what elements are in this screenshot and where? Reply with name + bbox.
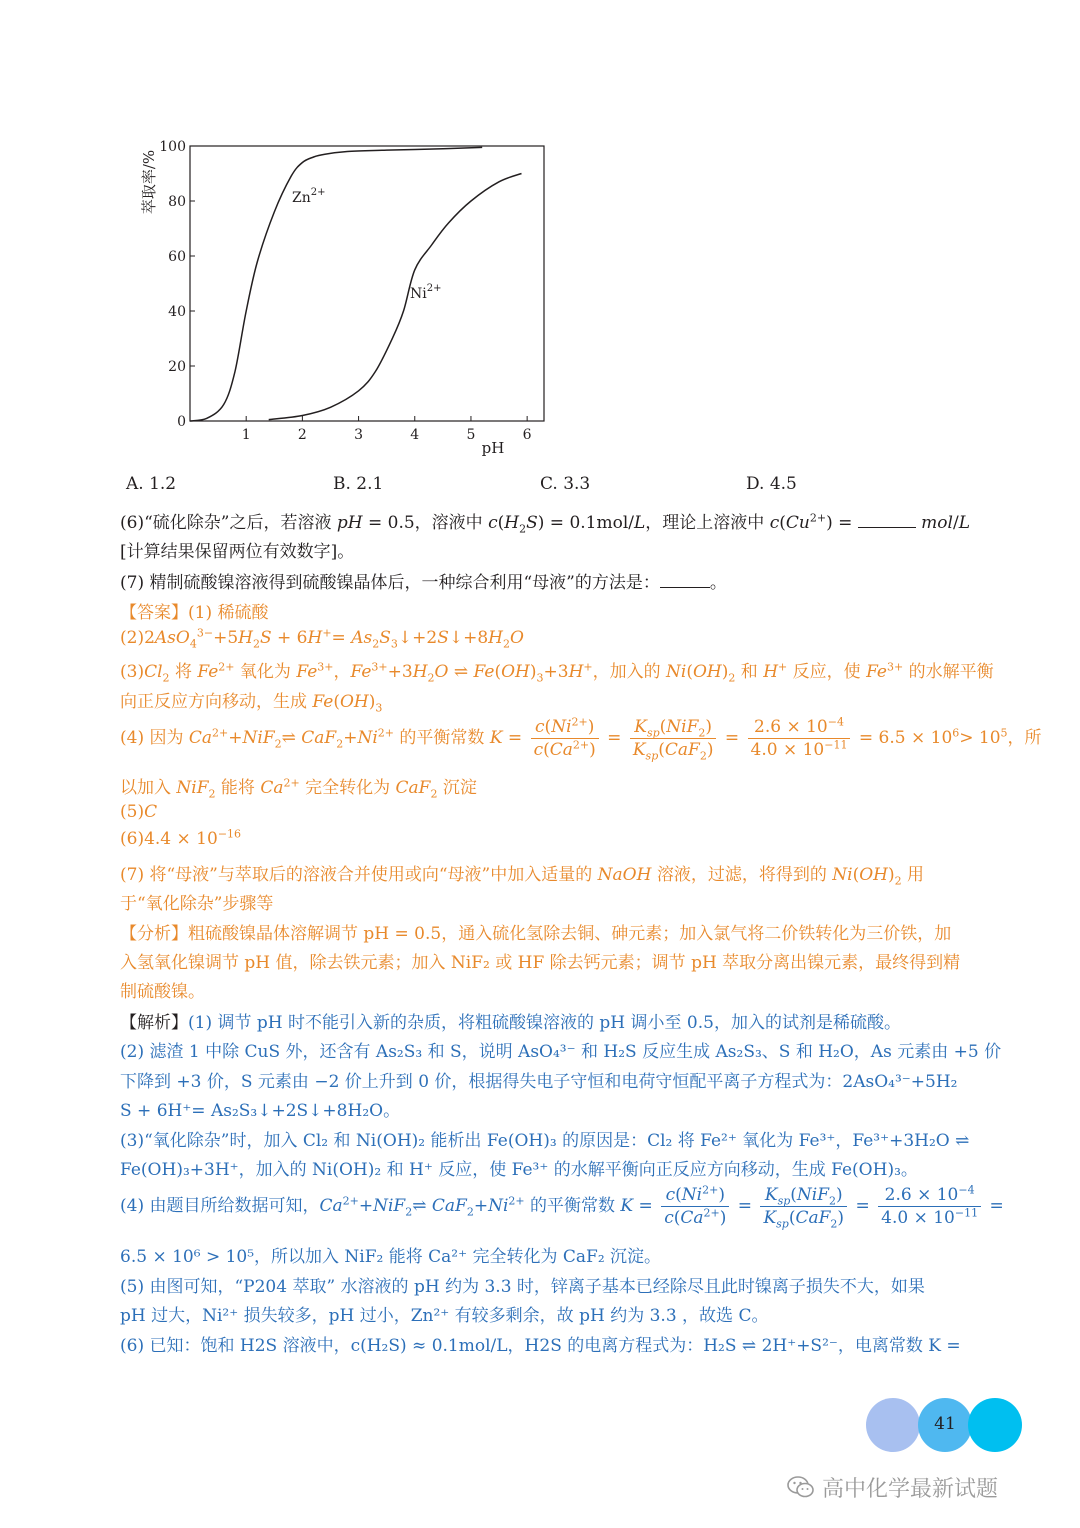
- x-tick-label: 5: [466, 427, 476, 443]
- option-d: D. 4.5: [746, 474, 797, 494]
- x-tick-label: 4: [410, 427, 420, 443]
- watermark-text: 高中化学最新试题: [822, 1477, 999, 1502]
- x-tick-label: 6: [522, 427, 532, 443]
- answer-3-line2: 向正反应方向移动，生成: [120, 692, 313, 712]
- answer-7-line1: (7) 将“母液”与萃取后的溶液合并使用或向“母液”中加入适量的: [120, 865, 598, 885]
- option-c: C. 3.3: [540, 474, 591, 494]
- q6-prefix: (6)“硫化除杂”之后，若溶液: [120, 513, 337, 533]
- q7-end: 。: [709, 573, 727, 593]
- answer-1: [120, 598, 268, 623]
- answer-tag: 【答案】: [120, 603, 188, 623]
- explain-5b: pH 过大，Ni²⁺ 损失较多，pH 过小，Zn²⁺ 有较多剩余，故 pH 约为 3.3 ，故选 C。: [120, 1306, 769, 1326]
- explain-4a: (4) 由题目所给数据可知，$Ca^{2+}+NiF_2\rightleftharpoons$ $CaF_2+Ni^{2+}$ 的平衡常数 K = $\frac{c(Ni^{2+})}{c(Ca^{2+})}$ = $\frac{K_{sp}(NiF_2)}{K_{sp}(CaF_2)}$ = $\frac{2.6 \times 10^{-4}}{4.0 \times 10^{-11}}$ =: [120, 1183, 1004, 1231]
- x-tick-label: 1: [241, 427, 251, 443]
- y-tick-label: 100: [159, 139, 186, 155]
- answer-4: (4) 因为 $Ca^{2+}+NiF_2\rightleftharpoons$ $CaF_2+Ni^{2+}$ 的平衡常数 K = $\frac{c(Ni^{2+})}{c(Ca^{2+})}$ = $\frac{K_{sp}(NiF_2)}{K_{sp}(CaF_2)}$ = $\frac{2.6 \times 10^{-4}}{4.0 \times 10^{-11}}$ = $6.5 \times 10^6> 10^5$，所: [120, 715, 1042, 763]
- option-a: A. 1.2: [126, 474, 177, 494]
- answer-7-cont: 于“氧化除杂”步骤等: [120, 894, 274, 914]
- answer-4-tail: ，所: [1007, 728, 1042, 748]
- x-axis-label: pH: [481, 439, 505, 457]
- question-6: (6)“硫化除杂”之后，若溶液 pH = 0.5，溶液中 $c(H_2S) = 0.1mol/L$，理论上溶液中 $c(Cu^{2+}) = mol/L$: [120, 511, 970, 536]
- explain-1: [120, 1008, 901, 1033]
- y-tick-label: 80: [168, 194, 186, 210]
- watermark: [786, 1472, 998, 1506]
- q6-mid1: = 0.5，溶液中: [362, 513, 489, 533]
- q6-mid3: ，理论上溶液中: [645, 513, 770, 533]
- explain-2a: (2) 滤渣 1 中除 CuS 外，还含有 As₂S₃ 和 S，说明 AsO₄³⁻ 和 H₂S 反应生成 As₂S₃、S 和 H₂O，As 元素由 +5 价: [120, 1042, 1002, 1062]
- x-tick-label: 2: [297, 427, 307, 443]
- analysis-1: [120, 919, 951, 944]
- x-tick-label: 3: [354, 427, 364, 443]
- analysis-3: 制硫酸镍。: [120, 982, 205, 1002]
- explain-2b: 下降到 +3 价，S 元素由 −2 价上升到 0 价，根据得失电子守恒和电荷守恒配平离子方程式为：2AsO₄³⁻+5H₂: [120, 1072, 958, 1092]
- answer-3: $(3)Cl_2$ 将 $Fe^{2+}$ 氧化为 $Fe^{3+}$，$Fe^{3+}+3H_2O$ ⇌ $Fe(OH)_3+3H^+$，加入的 $Ni(OH)_2$ 和 H+ 反应，使 $Fe^{3+}$ 的水解平衡: [120, 660, 994, 685]
- ni-label: $Ni^{2+}$: [410, 283, 442, 302]
- answer-1-text: (1) 稀硫酸: [188, 603, 269, 623]
- answer-6-exp: −16: [217, 827, 242, 841]
- page-deco-circle-3: [968, 1398, 1022, 1452]
- answer-5: (5)C: [120, 802, 158, 822]
- ni-curve: [269, 174, 522, 420]
- y-tick-label: 40: [168, 304, 186, 320]
- q6-mid2: = 0.1mol/: [544, 513, 634, 533]
- answer-5-text: (5): [120, 802, 145, 822]
- answer-4-cont: 以加入 NiF$_2$ 能将 $Ca^{2+}$ 完全转化为 CaF$_2$ 沉淀: [120, 776, 477, 801]
- y-axis-label: 萃取率/%: [140, 149, 158, 215]
- analysis-tag: 【分析】: [120, 924, 188, 944]
- explain-3a: (3)“氧化除杂”时，加入 Cl₂ 和 Ni(OH)₂ 能析出 Fe(OH)₃ 的原因是：Cl₂ 将 Fe²⁺ 氧化为 Fe³⁺，Fe³⁺+3H₂O ⇌: [120, 1131, 970, 1151]
- analysis-2: 入氢氧化镍调节 pH 值，除去铁元素；加入 NiF₂ 或 HF 除去钙元素；调节 pH 萃取分离出镍元素，最终得到精: [120, 953, 961, 973]
- explain-1-text: (1) 调节 pH 时不能引入新的杂质，将粗硫酸镍溶液的 pH 调小至 0.5，加入的试剂是稀硫酸。: [188, 1013, 901, 1033]
- y-tick-label: 20: [168, 359, 186, 375]
- page-number: 41: [934, 1414, 956, 1434]
- q7-answer-blank[interactable]: [660, 573, 710, 588]
- explain-4b: 6.5 × 10⁶ > 10⁵，所以加入 NiF₂ 能将 Ca²⁺ 完全转化为 CaF₂ 沉淀。: [120, 1247, 662, 1267]
- analysis-line1: 粗硫酸镍晶体溶解调节 pH = 0.5，通入硫化氢除去铜、砷元素；加入氯气将二价铁转化为三价铁，加: [188, 924, 952, 944]
- explain-3b: Fe(OH)₃+3H⁺，加入的 Ni(OH)₂ 和 H⁺ 反应，使 Fe³⁺ 的水解平衡向正反应方向移动，生成 Fe(OH)₃。: [120, 1160, 918, 1180]
- q6-answer-blank[interactable]: [858, 513, 916, 528]
- page-deco-circle-1: [866, 1398, 920, 1452]
- q7-text: (7) 精制硫酸镍溶液得到硫酸镍晶体后，一种综合利用“母液”的方法是：: [120, 573, 660, 593]
- question-7: [120, 568, 727, 593]
- y-tick-label: 60: [168, 249, 186, 265]
- answer-6: [120, 829, 241, 849]
- explain-tag: 【解析】: [120, 1013, 188, 1033]
- extraction-chart: [0, 130, 560, 470]
- explain-6a: (6) 已知：饱和 H2S 溶液中，c(H₂S) ≈ 0.1mol/L，H2S 的电离方程式为：H₂S ⇌ 2H⁺+S²⁻，电离常数 K =: [120, 1336, 961, 1356]
- answer-3-cont: 向正反应方向移动，生成 $Fe(OH)_3$: [120, 692, 383, 715]
- explain-2c: S + 6H⁺= As₂S₃↓+2S↓+8H₂O。: [120, 1101, 401, 1121]
- answer-6-text: (6)4.4 × 10: [120, 829, 218, 849]
- answer-7: (7) 将“母液”与萃取后的溶液合并使用或向“母液”中加入适量的 NaOH 溶液，过滤，将得到的 $Ni(OH)_2$ 用: [120, 865, 925, 888]
- answer-4-line2: 以加入: [120, 778, 177, 798]
- question-6-note: [计算结果保留两位有效数字]。: [120, 542, 355, 562]
- y-tick-label: 0: [177, 414, 186, 430]
- wechat-icon: [786, 1474, 816, 1506]
- answer-2: $(2)2AsO_4^{3-}+5H_2S + 6H^+=$ $As_2S_3↓+2S↓+8H_2O$: [120, 626, 524, 651]
- zn-label: $Zn^{2+}$: [292, 187, 326, 206]
- explain-4-text: (4) 由题目所给数据可知，: [120, 1196, 320, 1216]
- explain-5a: (5) 由图可知，“P204 萃取” 水溶液的 pH 约为 3.3 时，锌离子基本已经除尽且此时镍离子损失不大，如果: [120, 1277, 925, 1297]
- option-b: B. 2.1: [333, 474, 384, 494]
